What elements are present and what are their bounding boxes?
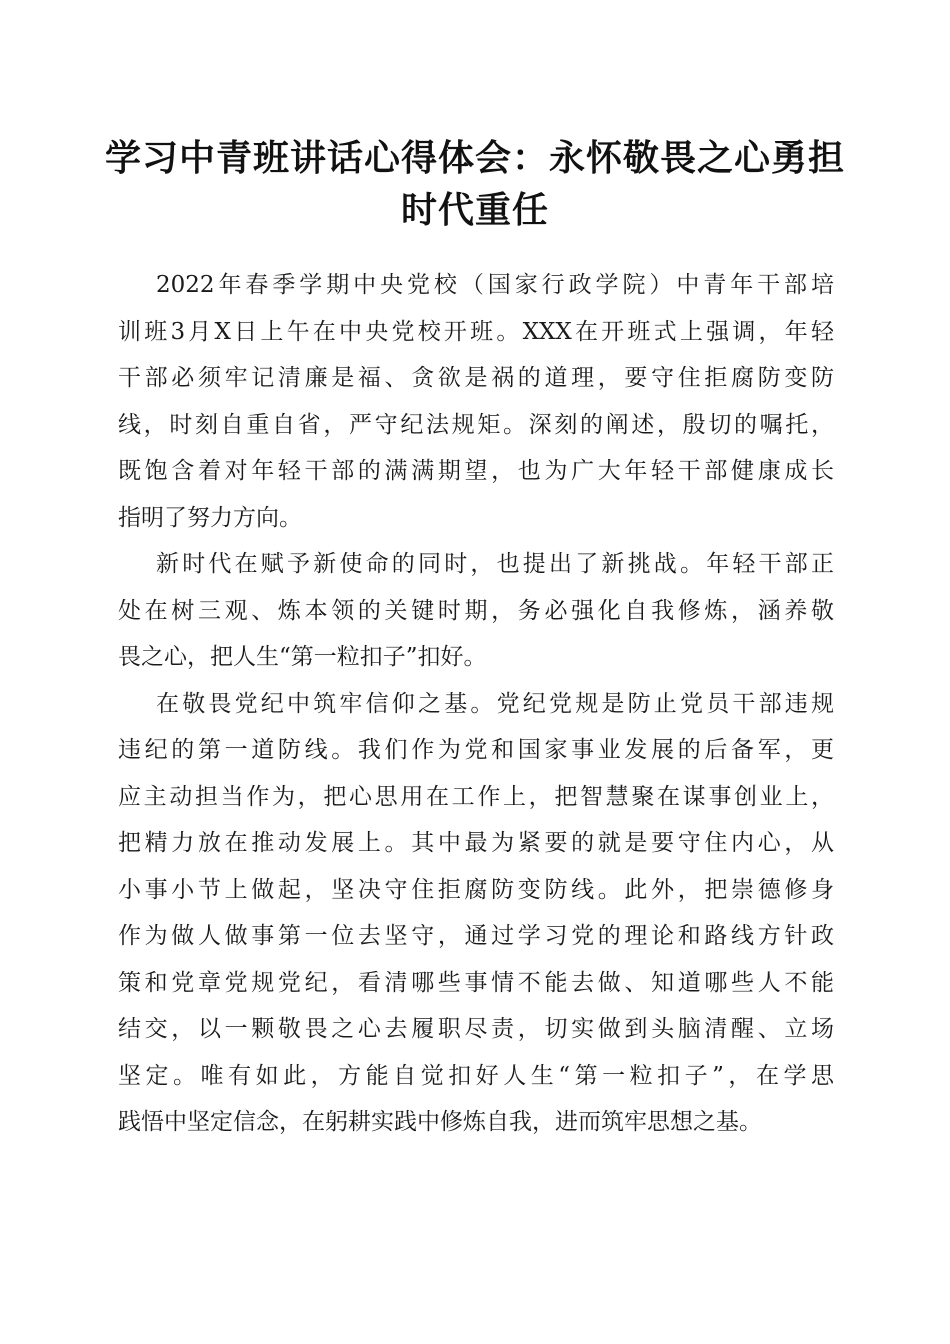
paragraph-3	[118, 681, 834, 1146]
text-line: 处在树三观、炼本领的关键时期，务必强化自我修炼，涵养敬	[118, 597, 834, 624]
text-line: 训班3月X日上午在中央党校开班。XXX在开班式上强调，年轻	[118, 318, 834, 345]
text-line: 把精力放在推动发展上。其中最为紧要的就是要守住内心，从	[118, 830, 834, 856]
paragraph-1	[118, 262, 834, 541]
text-line: 在敬畏党纪中筑牢信仰之基。党纪党规是防止党员干部违规	[156, 690, 834, 717]
text-line: 2022年春季学期中央党校（国家行政学院）中青年干部培	[156, 272, 834, 298]
text-line: 应主动担当作为，把心思用在工作上，把智慧聚在谋事创业上，	[118, 783, 834, 810]
text-line: 坚定。唯有如此，方能自觉扣好人生“第一粒扣子”，在学思	[118, 1062, 834, 1089]
text-line: 践悟中坚定信念，在躬耕实践中修炼自我，进而筑牢思想之基。	[118, 1109, 762, 1135]
text-line: 既饱含着对年轻干部的满满期望，也为广大年轻干部健康成长	[118, 458, 834, 484]
paragraph-2	[118, 541, 834, 681]
document-body	[118, 262, 834, 1146]
document-title	[100, 132, 850, 236]
text-line: 策和党章党规党纪，看清哪些事情不能去做、知道哪些人不能	[118, 969, 834, 996]
text-line: 新时代在赋予新使命的同时，也提出了新挑战。年轻干部正	[156, 551, 834, 577]
text-line: 违纪的第一道防线。我们作为党和国家事业发展的后备军，更	[118, 737, 834, 763]
text-line: 线，时刻自重自省，严守纪法规矩。深刻的阐述，殷切的嘱托，	[118, 411, 834, 438]
text-line: 作为做人做事第一位去坚守，通过学习党的理论和路线方针政	[118, 923, 834, 949]
text-line: 畏之心，把人生“第一粒扣子”扣好。	[118, 644, 487, 670]
text-line: 结交，以一颗敬畏之心去履职尽责，切实做到头脑清醒、立场	[118, 1016, 834, 1042]
text-line: 干部必须牢记清廉是福、贪欲是祸的道理，要守住拒腐防变防	[118, 365, 834, 391]
text-line: 小事小节上做起，坚决守住拒腐防变防线。此外，把崇德修身	[118, 876, 834, 903]
title-line: 时代重任	[400, 189, 549, 231]
text-line: 指明了努力方向。	[118, 504, 302, 531]
title-line: 学习中青班讲话心得体会：永怀敬畏之心勇担	[104, 137, 845, 179]
